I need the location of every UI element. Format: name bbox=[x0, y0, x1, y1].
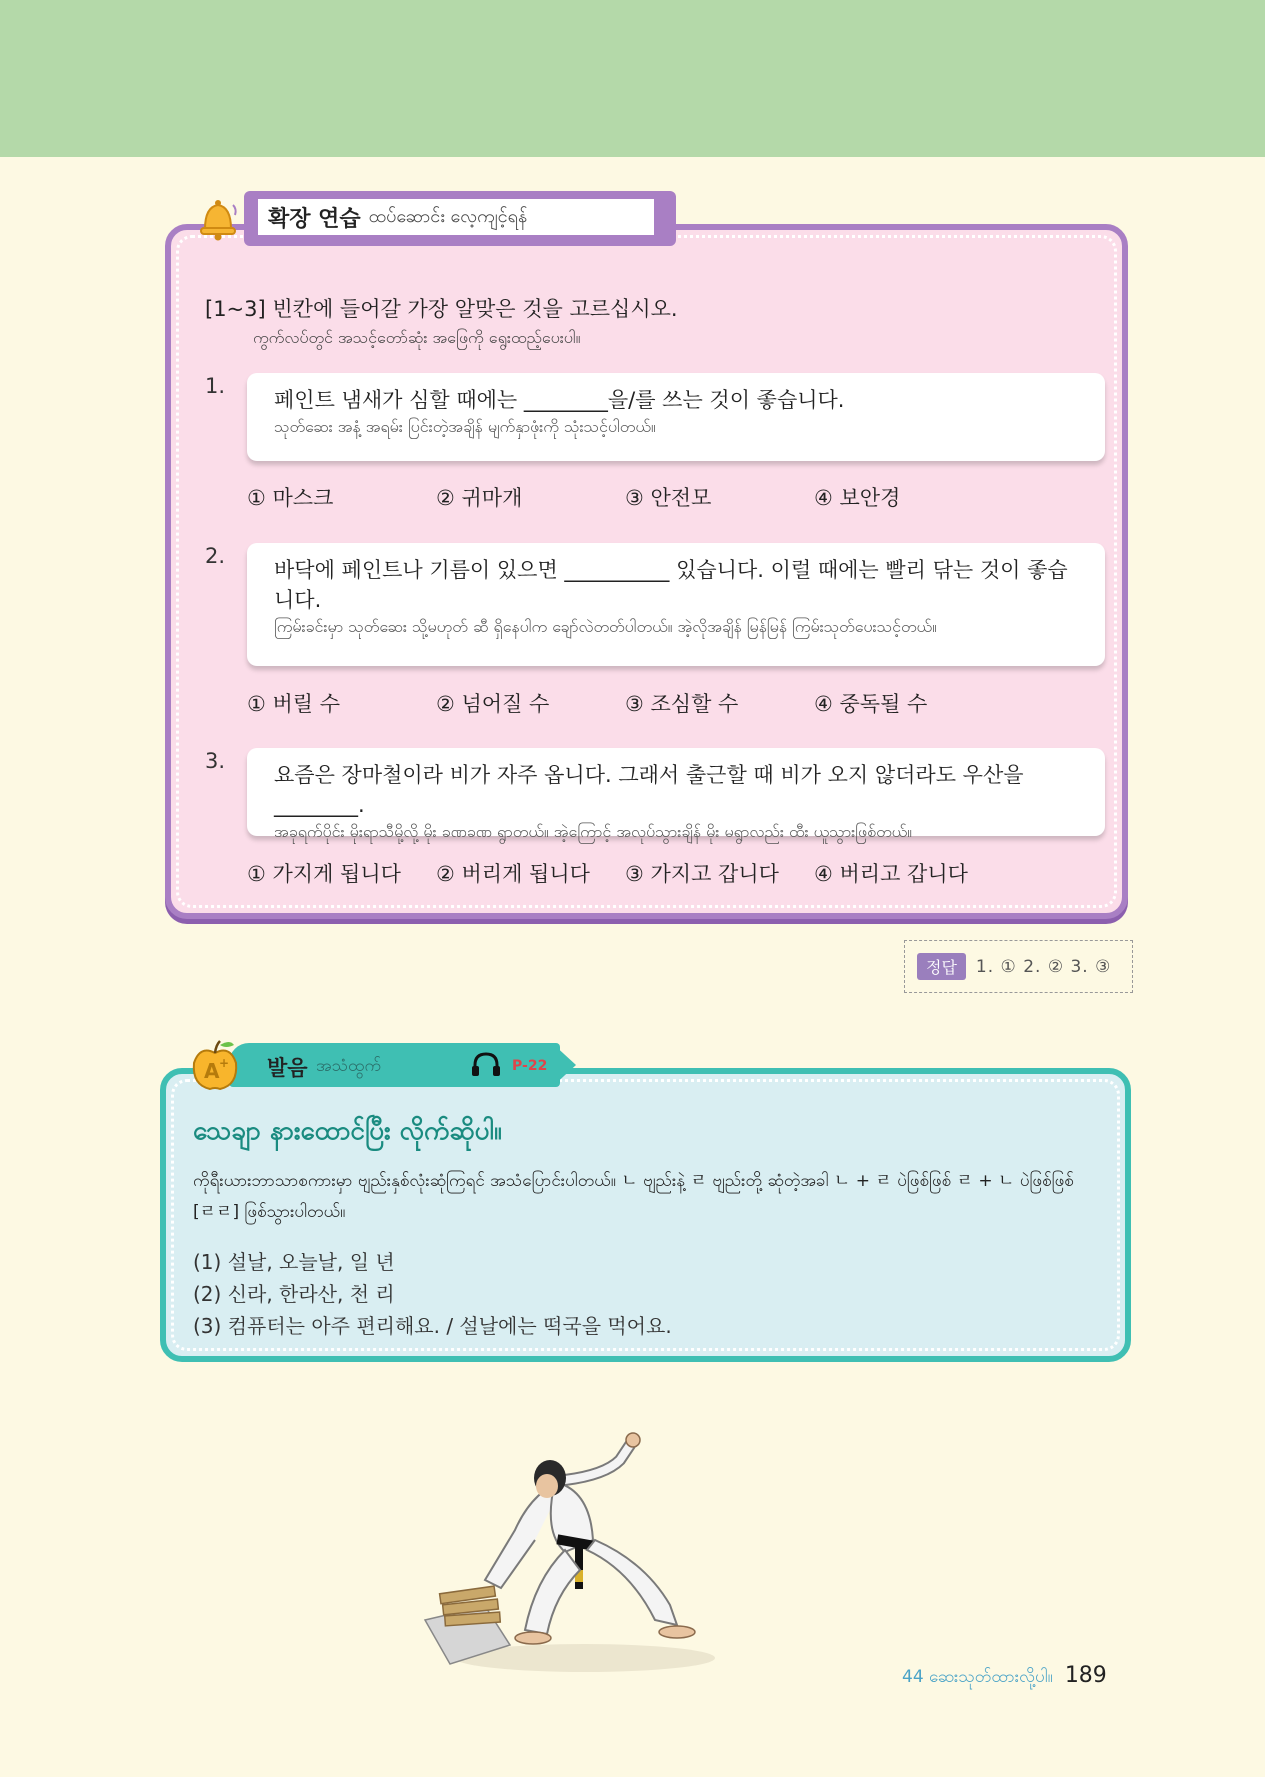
practice-tab bbox=[244, 191, 676, 246]
page-number: 189 bbox=[1064, 1663, 1107, 1688]
answer-label: 정답 bbox=[917, 953, 966, 980]
instruction-korean: [1~3] 빈칸에 들어갈 가장 알맞은 것을 고르십시오. bbox=[205, 297, 678, 321]
option-2[interactable]: ② 귀마개 bbox=[436, 486, 523, 510]
option-1[interactable]: ① 마스크 bbox=[247, 486, 334, 510]
example-line: (1) 설날, 오늘날, 일 년 bbox=[193, 1250, 395, 1274]
question-text-korean: 페인트 냄새가 심할 때에는 ________을/를 쓰는 것이 좋습니다. bbox=[274, 388, 845, 412]
question-number: 1. bbox=[205, 374, 226, 398]
option-3[interactable]: ③ 조심할 수 bbox=[625, 692, 739, 716]
option-3[interactable]: ③ 안전모 bbox=[625, 486, 712, 510]
option-4[interactable]: ④ 보안경 bbox=[814, 486, 901, 510]
tab-notch bbox=[552, 1043, 576, 1087]
instruction-burmese: ကွက်လပ်တွင် အသင့်တော်ဆုံး အဖြေကို ရွေးထည့်ပေးပါ။ bbox=[253, 328, 581, 347]
option-2[interactable]: ② 버리게 됩니다 bbox=[436, 862, 590, 886]
question-text-burmese: ကြမ်းခင်းမှာ သုတ်ဆေး သို့မဟုတ် ဆီ ရှိနေပါက ချော်လဲတတ်ပါတယ်။ အဲ့လိုအချိန် မြန်မြန် ကြမ်းသုတ်ပေးသင့်တယ်။ bbox=[274, 617, 937, 636]
answer-key bbox=[904, 940, 1133, 993]
apple-icon bbox=[190, 1037, 240, 1093]
pronunciation-heading: သေချာ နားထောင်ပြီး လိုက်ဆိုပါ။ bbox=[193, 1116, 502, 1146]
example-line: (2) 신라, 한라산, 천 리 bbox=[193, 1282, 395, 1306]
question-card bbox=[247, 543, 1105, 666]
top-header-band bbox=[0, 0, 1265, 157]
option-4[interactable]: ④ 버리고 갑니다 bbox=[814, 862, 968, 886]
question-card bbox=[247, 373, 1105, 461]
audio-track-label[interactable]: P-22 bbox=[512, 1058, 548, 1074]
question-number: 3. bbox=[205, 749, 226, 773]
question-text-burmese: သုတ်ဆေး အနံ့ အရမ်း ပြင်းတဲ့အချိန် မျက်နှာဖုံးကို သုံးသင့်ပါတယ်။ bbox=[274, 417, 656, 436]
bell-icon bbox=[197, 195, 239, 241]
question-text-korean: 요즘은 장마철이라 비가 자주 옵니다. 그래서 출근할 때 비가 오지 않더라도 우산을 ________. bbox=[274, 763, 1024, 817]
practice-subtitle: ထပ်ဆောင်း လေ့ကျင့်ရန် bbox=[368, 205, 528, 227]
option-3[interactable]: ③ 가지고 갑니다 bbox=[625, 862, 779, 886]
question-card bbox=[247, 748, 1105, 841]
headphone-icon[interactable] bbox=[471, 1051, 501, 1077]
question-number: 2. bbox=[205, 544, 226, 568]
option-4[interactable]: ④ 중독될 수 bbox=[814, 692, 928, 716]
example-line: (3) 컴퓨터는 아주 편리해요. / 설날에는 떡국을 먹어요. bbox=[193, 1314, 672, 1338]
page-footer bbox=[902, 1663, 1107, 1691]
svg-text:A: A bbox=[204, 1059, 220, 1083]
chapter-title: 44 ဆေးသုတ်ထားလို့ပါ။ bbox=[902, 1667, 1053, 1687]
option-1[interactable]: ① 가지게 됩니다 bbox=[247, 862, 401, 886]
option-2[interactable]: ② 넘어질 수 bbox=[436, 692, 550, 716]
question-text-korean: 바닥에 페인트나 기름이 있으면 __________ 있습니다. 이럴 때에는 빨리 닦는 것이 좋습니다. bbox=[274, 558, 1068, 612]
pronunciation-title: 발음 bbox=[267, 1056, 308, 1080]
practice-title: 확장 연습 bbox=[268, 206, 361, 232]
question-text-burmese: အခုရက်ပိုင်း မိုးရာသီမို့လို့ မိုး ခဏခဏ ရွာတယ်။ အဲ့ကြောင့် အလုပ်သွားချိန် မိုး မရွာလည်း ထီး ယူသွားဖြစ်တယ်။ bbox=[274, 822, 913, 841]
svg-text:+: + bbox=[219, 1056, 230, 1070]
taekwondo-illustration bbox=[415, 1420, 730, 1678]
pronunciation-subtitle: အသံထွက် bbox=[316, 1056, 382, 1076]
pronunciation-explanation: ကိုရီးယားဘာသာစကားမှာ ဗျည်းနှစ်လုံးဆုံကြရင် အသံပြောင်းပါတယ်။ ㄴ ဗျည်းနဲ့ ㄹ ဗျည်းတို့ ဆုံတဲ့အခါ ㄴ + ㄹ ပဲဖြစ်ဖြစ် ㄹ + ㄴ ပဲဖြစ်ဖြစ် [ㄹㄹ] ဖြစ်သွားပါတယ်။ bbox=[193, 1171, 1074, 1222]
option-1[interactable]: ① 버릴 수 bbox=[247, 692, 341, 716]
answer-values: 1. ① 2. ② 3. ③ bbox=[975, 956, 1112, 977]
